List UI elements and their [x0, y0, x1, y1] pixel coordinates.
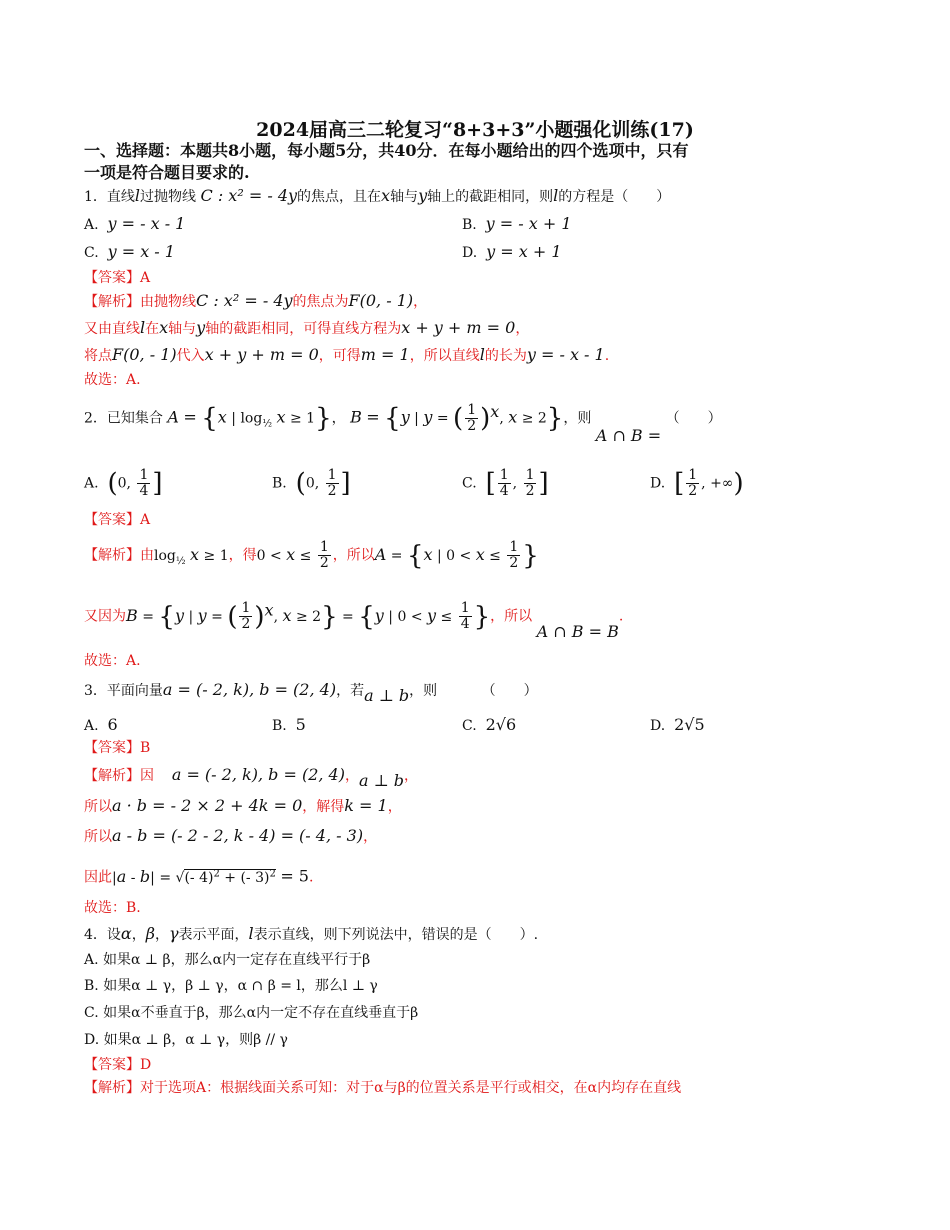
q2-option-c: C. [ $\frac{1}{4}$ , $\frac{1}{2}$ ] — [462, 467, 549, 499]
q2-answer: 【答案】A — [84, 512, 151, 528]
q3-stem: 3．平面向量a = (- 2, k), b = (2, 4)，若a ⊥ b，则 （ ） — [84, 680, 538, 705]
q2-option-d: D. [ $\frac{1}{2}$ , +∞) — [650, 467, 744, 499]
q3-answer: 【答案】B — [84, 740, 151, 756]
q3-option-a: A. 6 — [84, 715, 118, 734]
q3-solution-1: 【解析】因 a = (- 2, k), b = (2, 4)，a ⊥ b， — [84, 765, 418, 790]
q4-stem: 4．设α，β，γ表示平面，l表示直线，则下列说法中，错误的是（ ）. — [84, 924, 539, 943]
q1-answer: 【答案】A — [84, 270, 151, 286]
q3-solution-3: 所以a - b = (- 2 - 2, k - 4) = (- 4, - 3)， — [84, 826, 378, 845]
q1-option-b: B. y = - x + 1 — [462, 214, 572, 233]
q1-solution-2: 又由直线l在x轴与y轴的截距相同，可得直线方程为x + y + m = 0， — [84, 318, 530, 337]
q3-option-c: C. 2√6 — [462, 715, 517, 734]
q3-conclusion: 故选：B. — [84, 900, 141, 916]
section-heading-cont: 一项是符合题目要求的. — [84, 163, 250, 182]
q3-solution-2: 所以a · b = - 2 × 2 + 4k = 0，解得k = 1， — [84, 796, 402, 815]
q2-conclusion: 故选：A. — [84, 653, 141, 669]
q2-option-b: B. (0, $\frac{1}{2}$ ] — [272, 467, 351, 499]
q1-solution-3: 将点F(0, - 1)代入x + y + m = 0，可得m = 1，所以直线l的长为y = - x - 1. — [84, 345, 610, 364]
q4-answer: 【答案】D — [84, 1057, 152, 1073]
q4-option-a: A. 如果α ⊥ β，那么α内一定存在直线平行于β — [84, 952, 371, 968]
page-title: 2024届高三二轮复习“8+3+3”小题强化训练(17) — [256, 119, 694, 141]
q1-option-c: C. y = x - 1 — [84, 242, 175, 261]
q2-stem: 2．已知集合 A = {x | $\log_{\frac{1}{2}} x \ge 1$}， B = {y | y = ( $\frac{1}{2}$ )$^x$, x ≥ 2}，则 A ∩ B = （ ） — [84, 402, 722, 445]
q3-option-b: B. 5 — [272, 715, 306, 734]
q1-solution-1: 【解析】由抛物线C : x² = - 4y的焦点为F(0, - 1)， — [84, 291, 428, 310]
section-heading: 一、选择题：本题共8小题，每小题5分，共40分．在每小题给出的四个选项中，只有 — [84, 141, 689, 160]
q4-solution: 【解析】对于选项A：根据线面关系可知：对于α与β的位置关系是平行或相交，在α内均存在直线 — [84, 1080, 682, 1096]
q4-option-b: B. 如果α ⊥ γ，β ⊥ γ，α ∩ β = l，那么l ⊥ γ — [84, 978, 378, 994]
q1-conclusion: 故选：A. — [84, 372, 141, 388]
q2-option-a: A. (0, $\frac{1}{4}$ ] — [84, 467, 163, 499]
q1-option-a: A. y = - x - 1 — [84, 214, 186, 233]
q4-option-d: D. 如果α ⊥ β，α ⊥ γ，则β // γ — [84, 1032, 288, 1048]
q3-option-d: D. 2√5 — [650, 715, 705, 734]
q4-option-c: C. 如果α不垂直于β，那么α内一定不存在直线垂直于β — [84, 1005, 419, 1021]
q3-solution-4: 因此|a - b| = √(- 4)$^2$ + (- 3)$^2$ = 5. — [84, 866, 314, 886]
q2-solution-2: 又因为B = {y | y = ( $\frac{1}{2}$ )$^x$, x ≥ 2} = {y | 0 < y ≤ $\frac{1}{4}$ }，所以 A ∩ B = B. — [84, 600, 624, 641]
q2-solution-1: 【解析】由$\log_{\frac{1}{2}} x \ge 1$，得0 < x ≤ $\frac{1}{2}$ ，所以A = {x | 0 < x ≤ $\frac{1}{2}$ } — [84, 539, 539, 571]
q1-stem: 1．直线l过抛物线 C : x² = - 4y的焦点，且在x轴与y轴上的截距相同，则l的方程是（ ） — [84, 186, 671, 205]
q1-option-d: D. y = x + 1 — [462, 242, 562, 261]
